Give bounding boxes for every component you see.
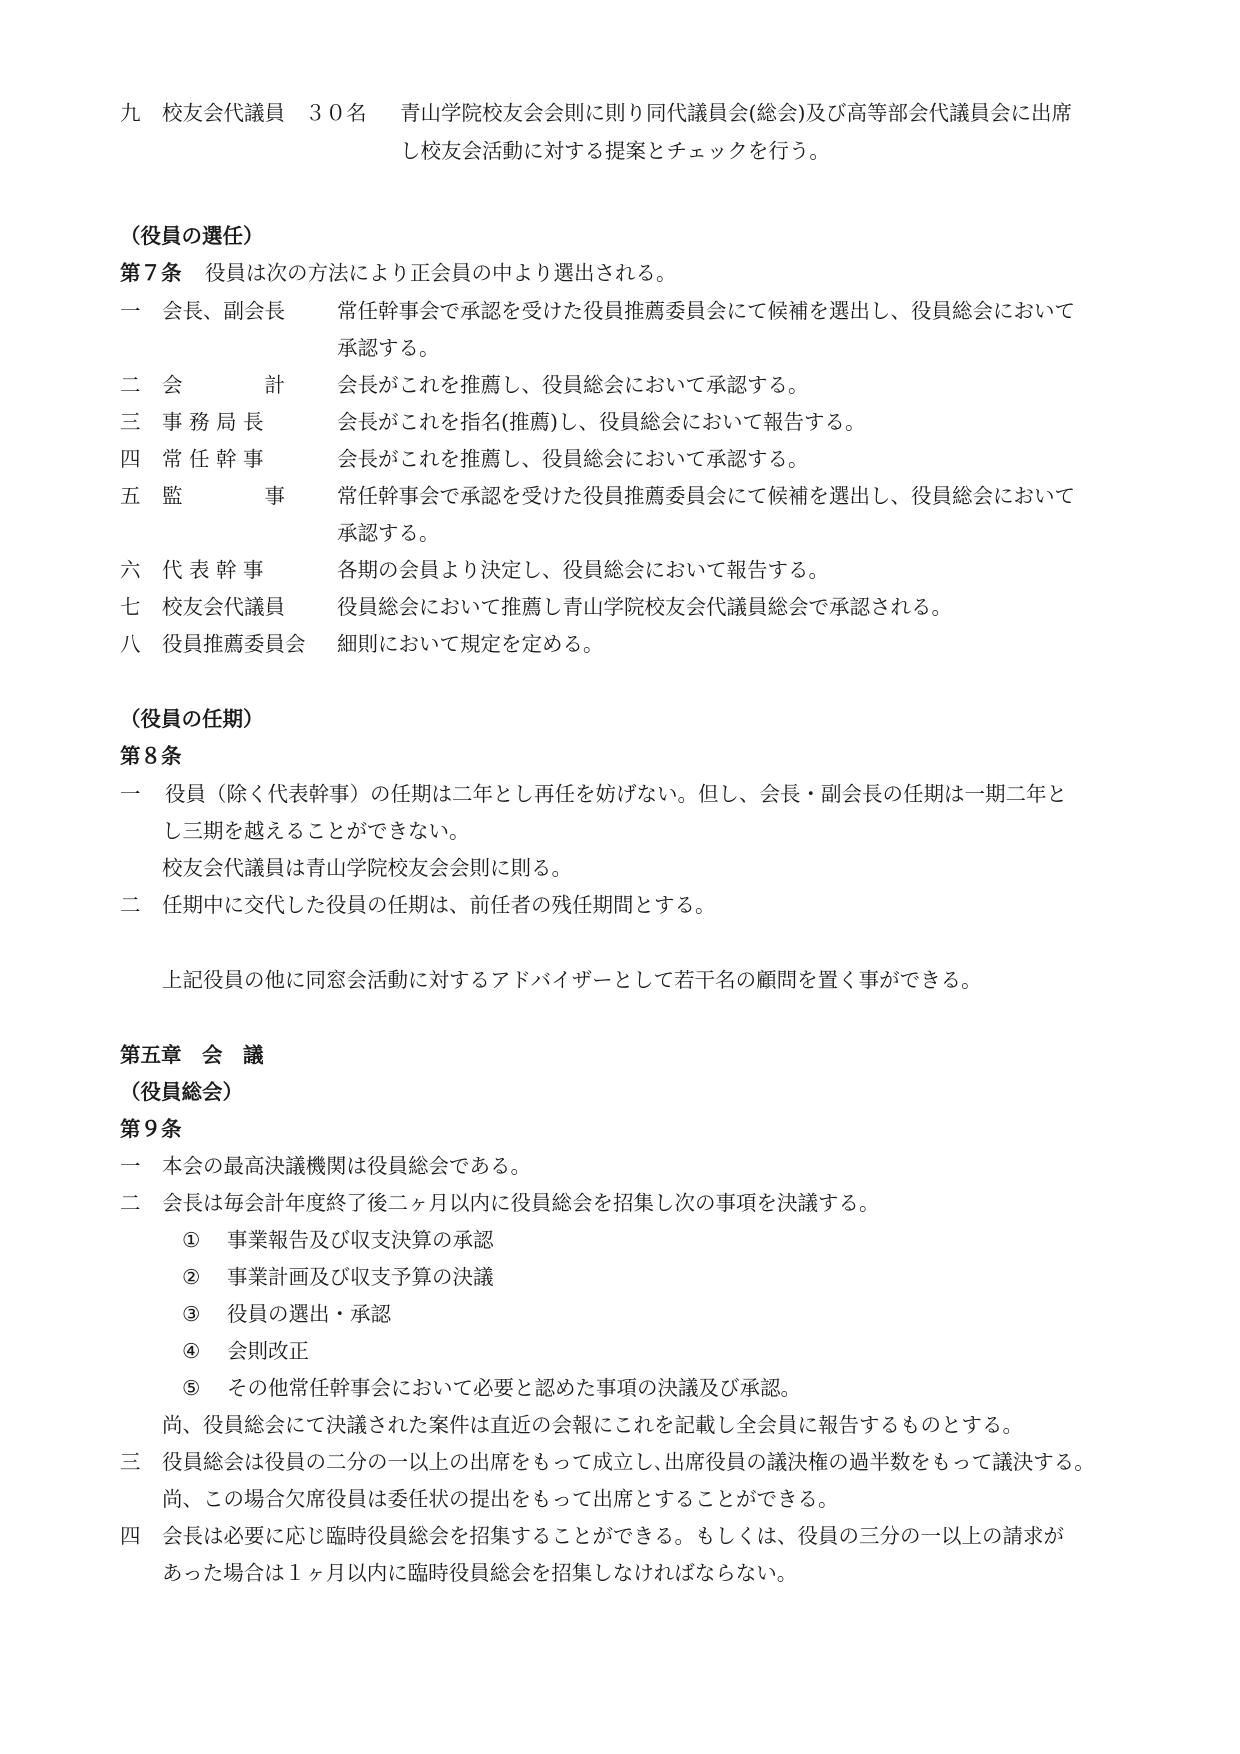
sub-item-text: 役員の選出・承認 [227, 1302, 391, 1326]
list-item-role: 代 表 幹 事 [162, 558, 264, 582]
list-item-role: 事 務 局 長 [162, 410, 264, 434]
article-title: 第８条 [120, 744, 182, 768]
list-item-desc-cont: 承認する。 [337, 521, 440, 545]
list-item-role: 会 計 [162, 373, 285, 397]
sub-item-mark: ② [182, 1265, 201, 1289]
list-item-text: 任期中に交代した役員の任期は、前任者の残任期間とする。 [162, 893, 716, 917]
list-item-number: 六 [120, 558, 141, 582]
article-note: 上記役員の他に同窓会活動に対するアドバイザーとして若干名の顧問を置く事ができる。 [162, 968, 982, 992]
list-item-desc: 常任幹事会で承認を受けた役員推薦委員会にて候補を選出し、役員総会において [337, 484, 1075, 508]
list-item-text: 会長は毎会計年度終了後二ヶ月以内に役員総会を招集し次の事項を決議する。 [162, 1191, 880, 1215]
article-text: 役員は次の方法により正会員の中より選出される。 [205, 261, 677, 285]
list-item-text: 本会の最高決議機関は役員総会である。 [162, 1154, 531, 1178]
list-item-text-cont: し三期を越えることができない。 [162, 819, 470, 843]
list-item-number: 三 [120, 410, 141, 434]
list-item-role: 校友会代議員 [162, 595, 285, 619]
item-number: 九 [120, 101, 141, 125]
section-heading: （役員の選任） [120, 224, 264, 248]
list-item-text-cont: 尚、この場合欠席役員は委任状の提出をもって出席とすることができる。 [162, 1487, 839, 1511]
sub-item-text: 事業計画及び収支予算の決議 [227, 1265, 494, 1289]
list-item-number: 三 [120, 1450, 141, 1474]
list-item-number: 四 [120, 447, 141, 471]
list-item-number: 二 [120, 1191, 141, 1215]
sub-item-mark: ⑤ [182, 1376, 201, 1400]
list-item-desc: 会長がこれを指名(推薦)し、役員総会において報告する。 [337, 410, 866, 434]
sub-item-mark: ④ [182, 1339, 201, 1363]
list-item-number: 一 [120, 299, 141, 323]
role-label: 校友会代議員 [162, 101, 285, 125]
list-item-note: 尚、役員総会にて決議された案件は直近の会報にこれを記載し全会員に報告するものとする。 [162, 1413, 1023, 1437]
list-item-text-cont: あった場合は１ヶ月以内に臨時役員総会を招集しなければならない。 [162, 1561, 798, 1585]
list-item-role: 監 事 [162, 484, 285, 508]
section-heading: （役員の任期） [120, 707, 264, 731]
list-item-desc: 常任幹事会で承認を受けた役員推薦委員会にて候補を選出し、役員総会において [337, 299, 1075, 323]
list-item-desc: 会長がこれを推薦し、役員総会において承認する。 [337, 447, 809, 471]
list-item-number: 二 [120, 373, 141, 397]
list-item-desc: 各期の会員より決定し、役員総会において報告する。 [337, 558, 829, 582]
list-item-text: 役員（除く代表幹事）の任期は二年とし再任を妨げない。但し、会長・副会長の任期は一期二年と [165, 782, 1067, 806]
role-description-cont: し校友会活動に対する提案とチェックを行う。 [400, 139, 830, 163]
list-item-desc: 役員総会において推薦し青山学院校友会代議員総会で承認される。 [337, 595, 952, 619]
sub-item-text: 会則改正 [227, 1339, 309, 1363]
list-item-text: 役員総会は役員の二分の一以上の出席をもって成立し､出席役員の議決権の過半数をもって議決する。 [162, 1450, 1095, 1474]
chapter-title: 第五章 会 議 [120, 1043, 264, 1067]
list-item-number: 四 [120, 1524, 141, 1548]
role-description: 青山学院校友会会則に則り同代議員会(総会)及び高等部会代議員会に出席 [400, 101, 1072, 125]
list-item-number: 二 [120, 893, 141, 917]
list-item-text: 会長は必要に応じ臨時役員総会を招集することができる。もしくは、役員の三分の一以上の請求が [162, 1524, 1064, 1548]
list-item-number: 八 [120, 632, 141, 656]
list-item-number: 一 [120, 1154, 141, 1178]
sub-item-mark: ① [182, 1228, 201, 1252]
list-item-role: 会長、副会長 [162, 299, 285, 323]
list-item-desc: 細則において規定を定める。 [337, 632, 604, 656]
sub-item-text: その他常任幹事会において必要と認めた事項の決議及び承認。 [227, 1376, 801, 1400]
sub-item-text: 事業報告及び収支決算の承認 [227, 1228, 494, 1252]
section-heading: （役員総会） [120, 1080, 243, 1104]
article-title: 第７条 [120, 261, 182, 285]
list-item-text-cont: 校友会代議員は青山学院校友会会則に則る。 [162, 856, 572, 880]
list-item-number: 五 [120, 484, 141, 508]
list-item-role: 役員推薦委員会 [162, 632, 306, 656]
list-item-number: 七 [120, 595, 141, 619]
list-item-role: 常 任 幹 事 [162, 447, 264, 471]
list-item-desc: 会長がこれを推薦し、役員総会において承認する。 [337, 373, 809, 397]
sub-item-mark: ③ [182, 1302, 201, 1326]
article-title: 第９条 [120, 1117, 182, 1141]
list-item-number: 一 [120, 782, 141, 806]
role-count: ３０名 [305, 101, 367, 125]
list-item-desc-cont: 承認する。 [337, 336, 440, 360]
